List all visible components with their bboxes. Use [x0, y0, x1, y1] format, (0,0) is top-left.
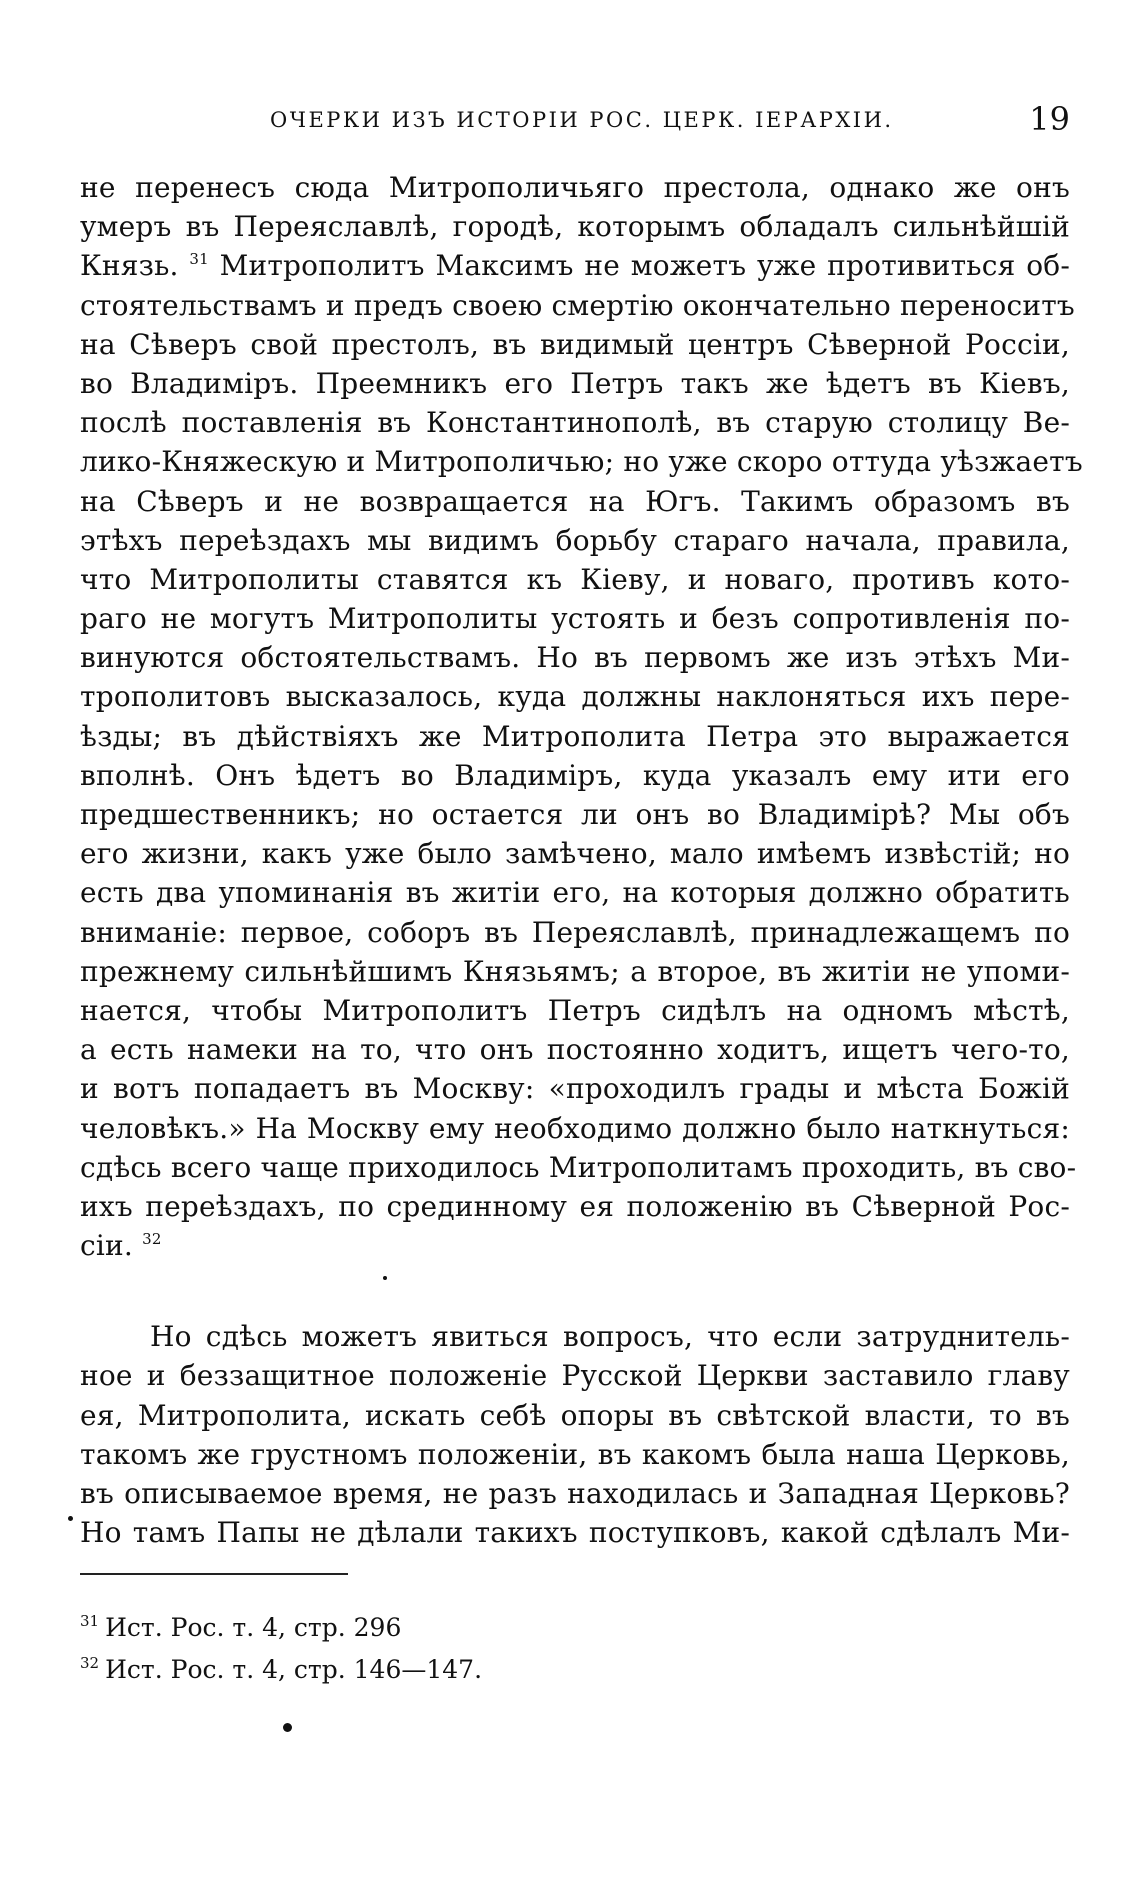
text-line: умеръ въ Переяславлѣ, городѣ, которымъ обладалъ сильнѣйшій: [80, 210, 1070, 244]
text-line: вполнѣ. Онъ ѣдетъ во Владиміръ, куда указалъ ему ити его: [80, 758, 1070, 792]
text-line: не перенесъ сюда Митрополичьяго престола, однако же онъ: [80, 171, 1070, 204]
text-line: вниманіе: первое, соборъ въ Переяславлѣ, принадлежащемъ по: [80, 915, 1070, 949]
footnote-text: Ист. Рос. т. 4, стр. 296: [105, 1613, 402, 1642]
footnote-item: [80, 1642, 880, 1684]
text-fragment: Митрополитъ Максимъ не можетъ уже противиться об-: [219, 249, 1070, 283]
main-text: [80, 168, 1083, 1552]
footnote-item: [80, 1600, 880, 1642]
ink-speck: [383, 1276, 387, 1280]
text-line: такомъ же грустномъ положеніи, въ какомъ была наша Церковь,: [80, 1437, 1070, 1471]
text-line: Но тамъ Папы не дѣлали такихъ поступковъ, какой сдѣлалъ Ми-: [80, 1516, 1070, 1550]
text-fragment: Князь.: [80, 249, 179, 283]
text-line: прежнему сильнѣйшимъ Князьямъ; а второе, въ житіи не упоми-: [80, 954, 1070, 988]
footnote-mark: 31: [80, 1612, 100, 1630]
text-line: винуются обстоятельствамъ. Но въ первомъ же изъ этѣхъ Ми-: [80, 641, 1070, 675]
footnote-ref[interactable]: 31: [189, 250, 209, 269]
text-line: въ описываемое время, не разъ находилась и Западная Церковь?: [80, 1477, 1070, 1510]
text-line: ное и беззащитное положеніе Русской Церкви заставило главу: [80, 1359, 1070, 1393]
running-header: [80, 100, 1080, 140]
footnotes: [80, 1600, 880, 1684]
ink-speck: [283, 1723, 292, 1732]
text-line: [80, 246, 1070, 285]
text-line: стоятельствамъ и предъ своею смертію окончательно переноситъ: [80, 288, 1075, 322]
text-line: его жизни, какъ уже было замѣчено, мало имѣемъ извѣстій; но: [80, 837, 1070, 871]
footnote-separator: [80, 1573, 348, 1575]
text-line: лико-Княжескую и Митрополичью; но уже скоро оттуда уѣзжаетъ: [80, 445, 1083, 479]
text-line: Но сдѣсь можетъ явиться вопросъ, что если затруднитель-: [150, 1320, 1070, 1354]
text-line: нается, чтобы Митрополитъ Петръ сидѣлъ на одномъ мѣстѣ,: [80, 993, 1070, 1027]
footnote-text: Ист. Рос. т. 4, стр. 146—147.: [105, 1655, 483, 1684]
text-line: во Владиміръ. Преемникъ его Петръ такъ же ѣдетъ въ Кіевъ,: [80, 366, 1070, 400]
page-number: 19: [1029, 100, 1070, 138]
text-line: этѣхъ переѣздахъ мы видимъ борьбу стараго начала, правила,: [80, 523, 1070, 557]
paragraph-gap: [80, 1265, 1070, 1317]
text-line: ихъ переѣздахъ, по срединному ея положенію въ Сѣверной Рос-: [80, 1189, 1070, 1223]
footnote-mark: 32: [80, 1654, 100, 1672]
text-line: ея, Митрополита, искать себѣ опоры въ свѣтской власти, то въ: [80, 1398, 1070, 1432]
text-line: а есть намеки на то, что онъ постоянно ходитъ, ищетъ чего-то,: [80, 1033, 1070, 1067]
text-line: сдѣсь всего чаще приходилось Митрополитамъ проходить, въ сво-: [80, 1150, 1077, 1184]
footnote-ref[interactable]: 32: [142, 1230, 162, 1249]
text-line: что Митрополиты ставятся къ Кіеву, и новаго, противъ кото-: [80, 562, 1070, 596]
text-line: [80, 1226, 1070, 1265]
text-line: и вотъ попадаетъ въ Москву: «проходилъ грады и мѣста Божій: [80, 1072, 1070, 1106]
text-line: предшественникъ; но остается ли онъ во Владимірѣ? Мы объ: [80, 798, 1070, 831]
ink-speck: [68, 1516, 73, 1521]
text-fragment: сіи.: [80, 1229, 133, 1263]
text-line: на Сѣверъ свой престолъ, въ видимый центръ Сѣверной Россіи,: [80, 327, 1070, 361]
text-line: на Сѣверъ и не возвращается на Югъ. Такимъ образомъ въ: [80, 484, 1070, 518]
text-line: раго не могутъ Митрополиты устоять и безъ сопротивленія по-: [80, 602, 1070, 636]
text-line: человѣкъ.» На Москву ему необходимо должно было наткнуться:: [80, 1111, 1070, 1145]
text-line: трополитовъ высказалось, куда должны наклоняться ихъ пере-: [80, 680, 1070, 714]
running-title: ОЧЕРКИ ИЗЪ ИСТОРІИ РОС. ЦЕРК. ІЕРАРХІИ.: [270, 108, 894, 132]
text-line: ѣзды; въ дѣйствіяхъ же Митрополита Петра это выражается: [80, 719, 1070, 753]
text-line: послѣ поставленія въ Константинополѣ, въ старую столицу Ве-: [80, 406, 1070, 440]
text-line: есть два упоминанія въ житіи его, на которыя должно обратить: [80, 876, 1070, 910]
